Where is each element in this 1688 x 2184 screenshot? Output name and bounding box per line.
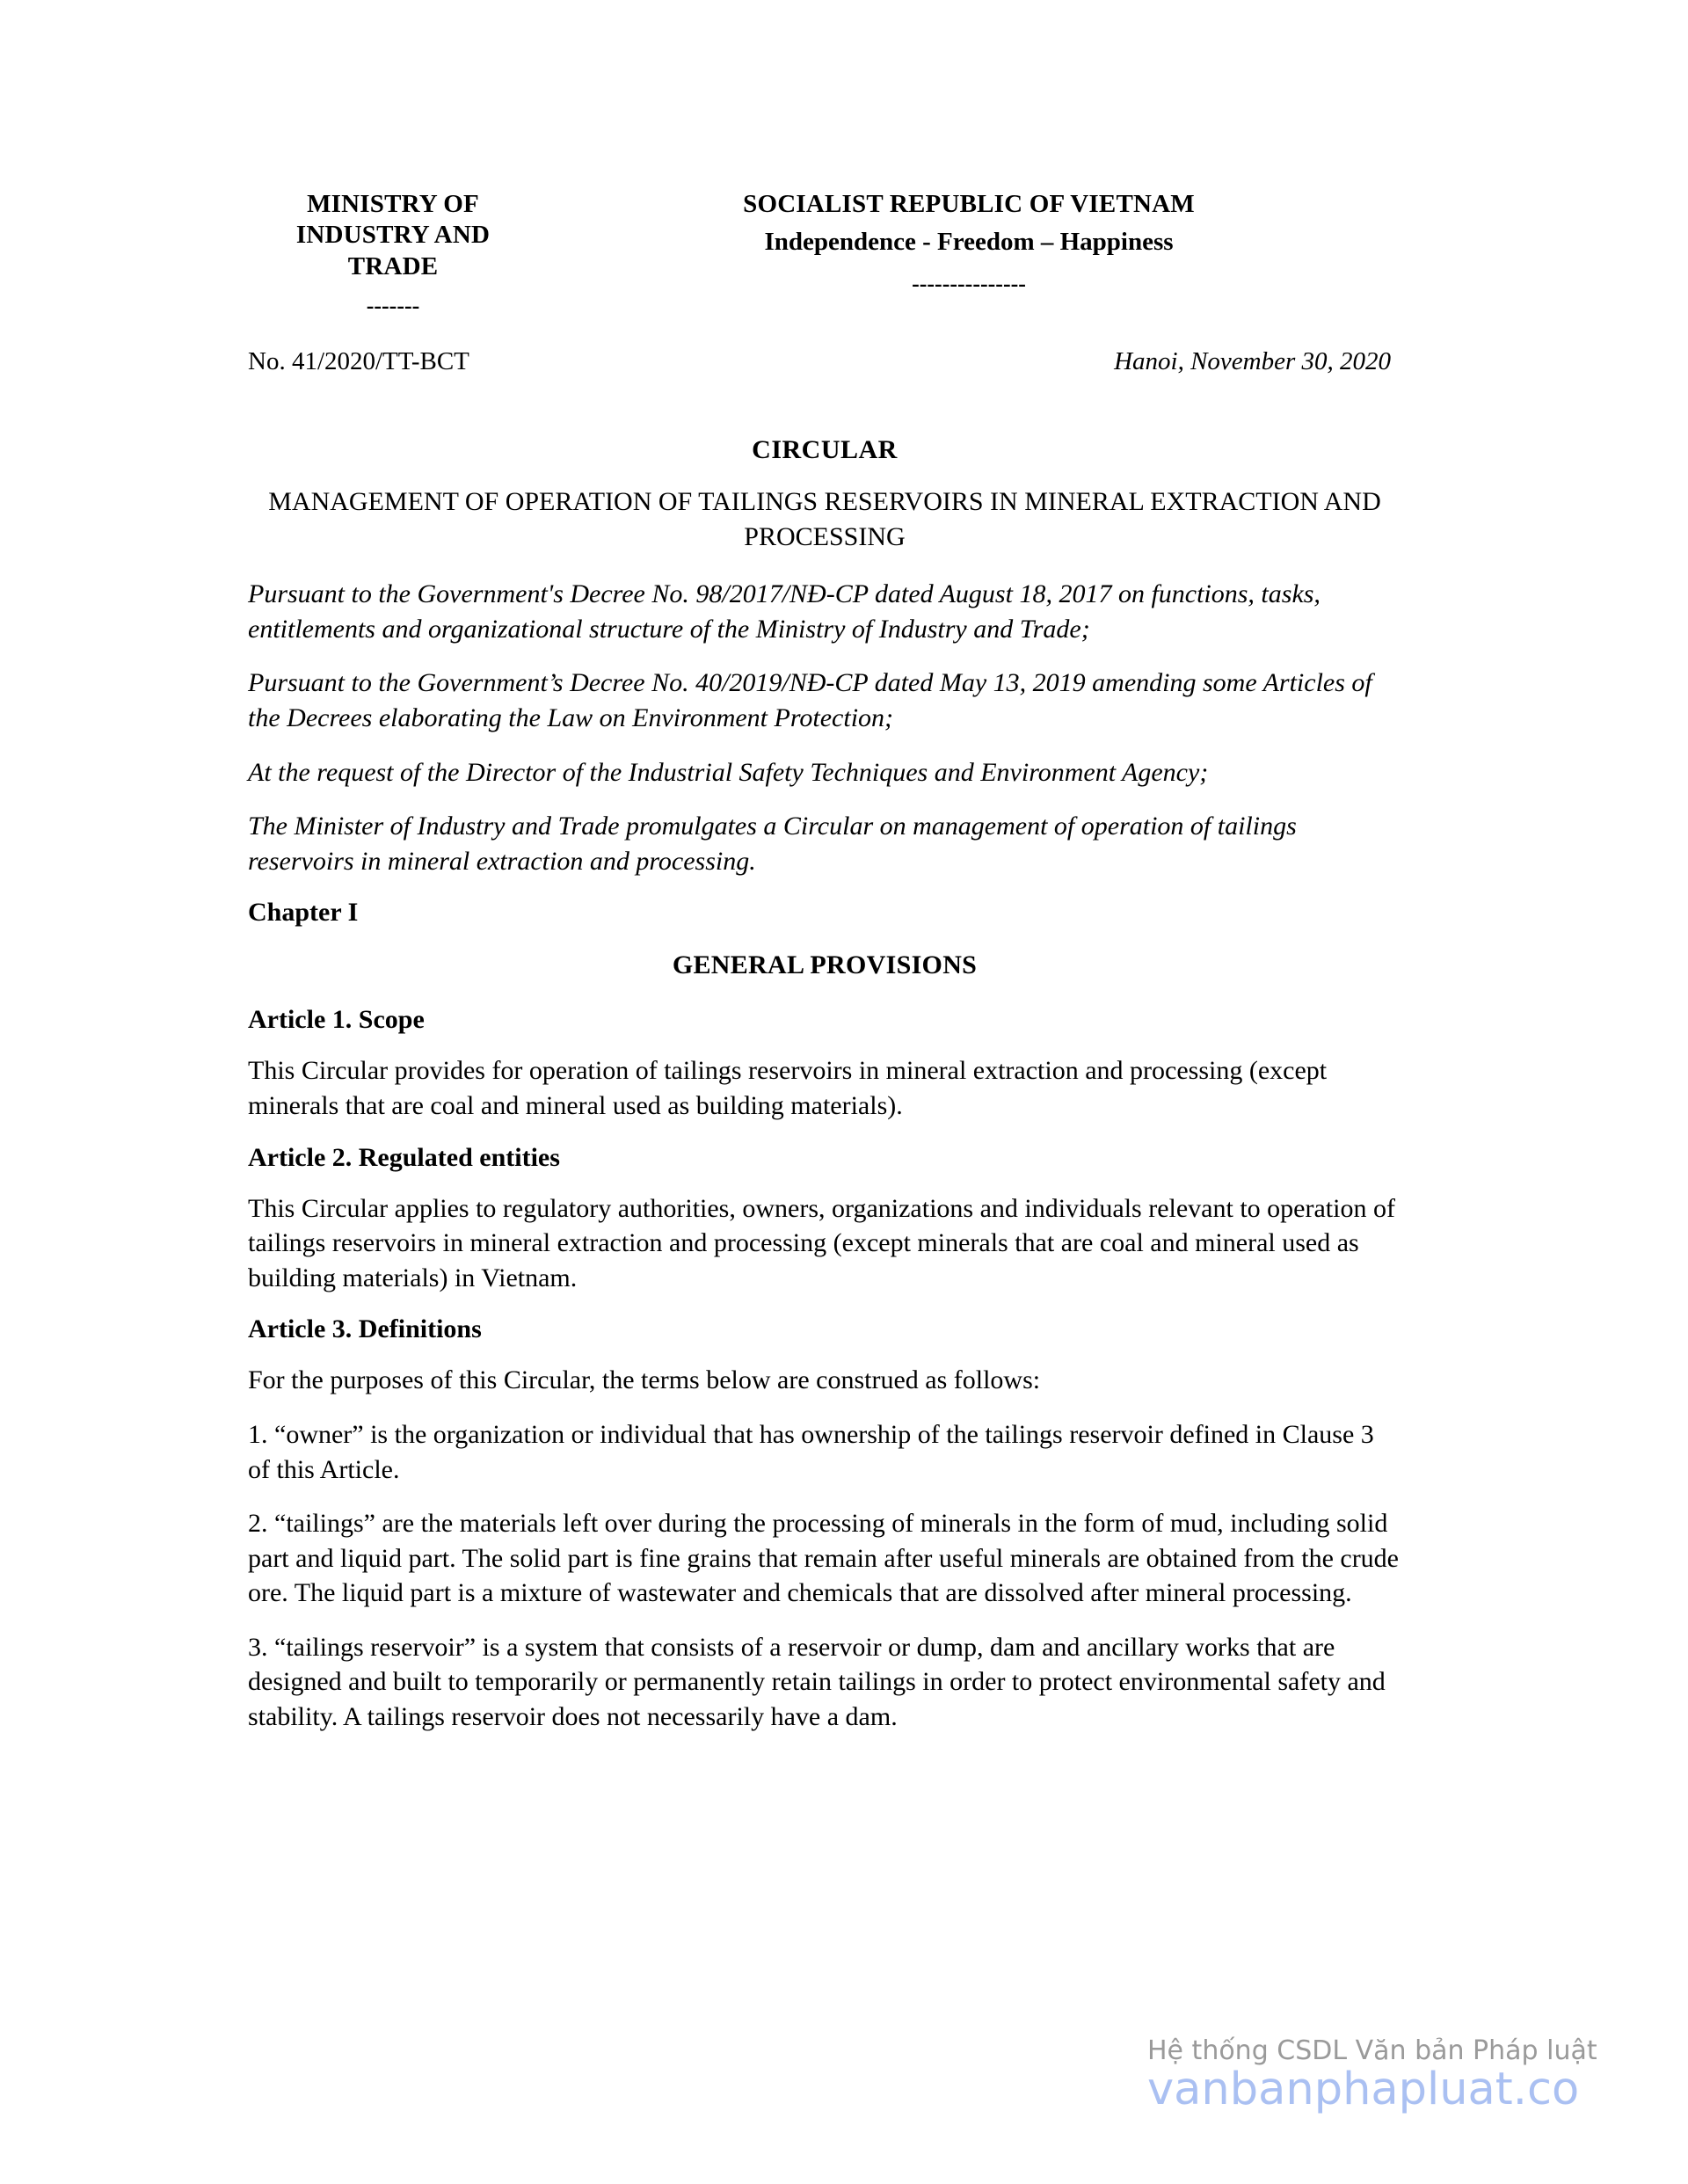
article-3-heading: Article 3. Definitions [248, 1314, 482, 1344]
agency-line-3: TRADE [347, 251, 439, 280]
article-2-paragraph-1: This Circular applies to regulatory authorities, owners, organizations and individuals relevant to operation of tailings reservoirs in mineral extraction and processing (except minerals that are coal and mineral used as building materials) in Vietnam. [248, 1193, 1395, 1292]
watermark-site-domain: vanbanphapluat.co [1147, 2064, 1580, 2115]
document-meta-row [248, 347, 1400, 376]
nation-motto: Independence - Freedom – Happiness [764, 228, 1174, 257]
nation-name: SOCIALIST REPUBLIC OF VIETNAM [743, 190, 1195, 218]
preamble-paragraph-1: Pursuant to the Government's Decree No. 98/2017/NĐ-CP dated August 18, 2017 on functions, tasks, entitlements and organizational structure of the Ministry of Industry and Trade; [248, 579, 1321, 644]
article-1-paragraph-1: This Circular provides for operation of tailings reservoirs in mineral extraction and processing (except minerals that are coal and mineral used as building materials). [248, 1056, 1328, 1120]
document-type-title: CIRCULAR [752, 435, 898, 464]
agency-divider-rule: ------- [366, 293, 420, 319]
article-2-heading: Article 2. Regulated entities [248, 1142, 560, 1172]
article-3-clause-3: 3. “tailings reservoir” is a system that consists of a reservoir or dump, dam and ancillary works that are designed and built to temporarily or permanently retain tailings in order to protect environmental safety and stability. A tailings reservoir does not necessarily have a dam. [248, 1632, 1386, 1732]
document-subject-title: MANAGEMENT OF OPERATION OF TAILINGS RESERVOIRS IN MINERAL EXTRACTION AND PROCESSING [268, 487, 1381, 551]
chapter-label: Chapter I [248, 898, 359, 928]
article-3-clause-1: 1. “owner” is the organization or individual that has ownership of the tailings reservoir defined in Clause 3 of this Article. [248, 1419, 1374, 1484]
watermark-site-name: Hệ thống CSDL Văn bản Pháp luật [1147, 2035, 1597, 2066]
preamble-paragraph-3: At the request of the Director of the Industrial Safety Techniques and Environment Agency; [248, 757, 1209, 787]
document-header [248, 189, 1400, 317]
chapter-heading: GENERAL PROVISIONS [672, 950, 978, 980]
article-1-heading: Article 1. Scope [248, 1005, 425, 1035]
document-body [248, 435, 1401, 1754]
national-heading-block [538, 189, 1400, 295]
agency-line-1: MINISTRY OF [307, 190, 479, 218]
preamble-paragraph-4: The Minister of Industry and Trade promulgates a Circular on management of operation of tailings reservoirs in mineral extraction and processing. [248, 812, 1297, 876]
article-3-clause-2: 2. “tailings” are the materials left over during the processing of minerals in the form of mud, including solid part and liquid part. The solid part is fine grains that remain after useful minerals are obtained from the crude ore. The liquid part is a mixture of wastewater and chemicals that are dissolved after mineral processing. [248, 1509, 1399, 1608]
preamble-paragraph-2: Pursuant to the Government’s Decree No. 40/2019/NĐ-CP dated May 13, 2019 amending some Articles of the Decrees elaborating the Law on Environment Protection; [248, 668, 1372, 732]
issuing-agency-block [248, 189, 538, 317]
document-number: No. 41/2020/TT-BCT [248, 347, 469, 375]
site-watermark [1147, 2035, 1675, 2115]
nation-divider-rule: --------------- [912, 270, 1026, 296]
place-and-date: Hanoi, November 30, 2020 [1114, 347, 1391, 375]
agency-line-2: INDUSTRY AND [295, 221, 491, 250]
article-3-paragraph-intro: For the purposes of this Circular, the terms below are construed as follows: [248, 1365, 1041, 1395]
